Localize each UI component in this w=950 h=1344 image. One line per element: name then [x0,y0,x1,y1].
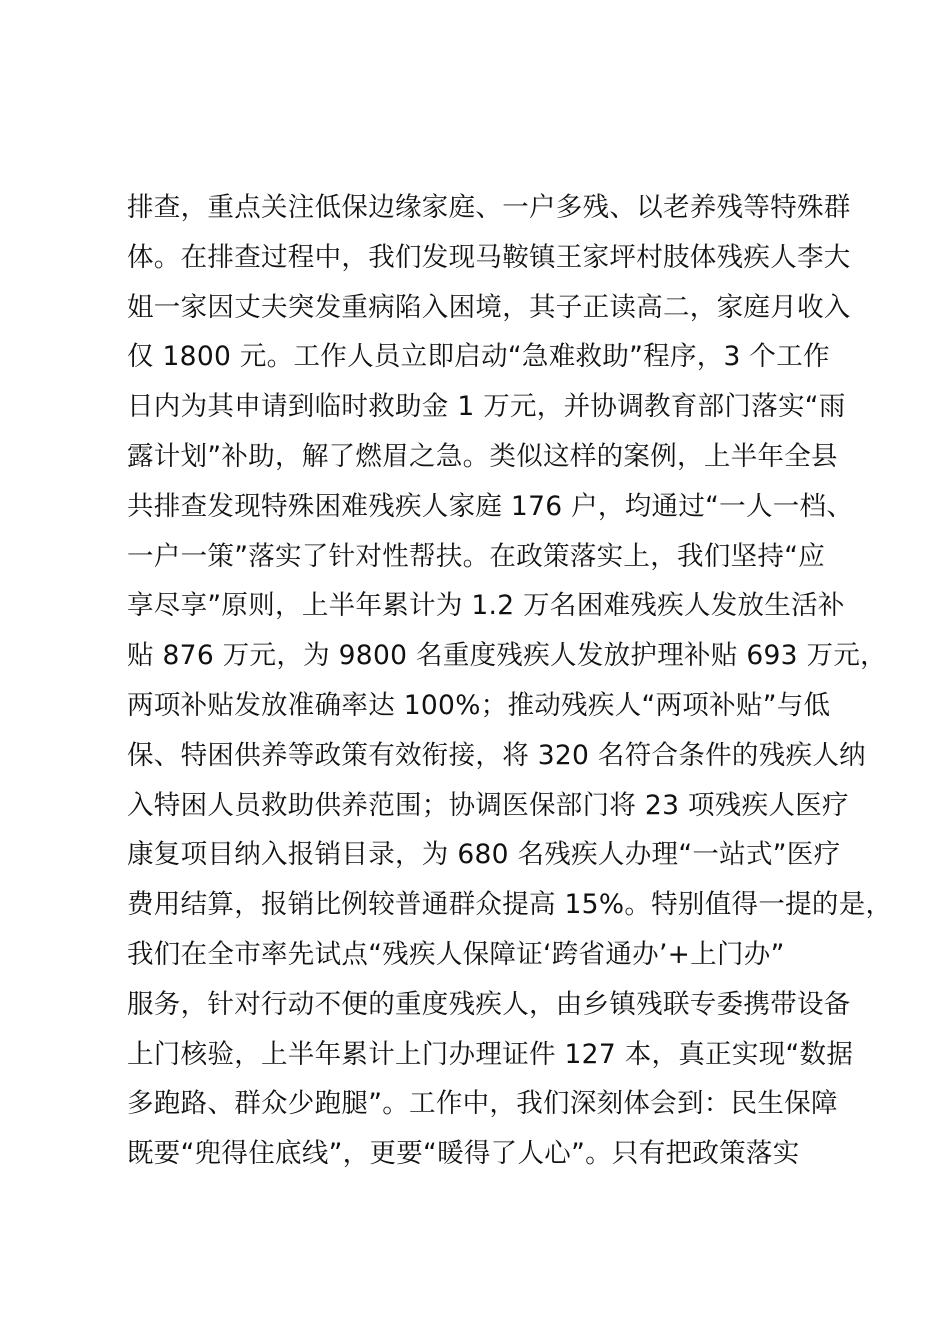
text-line: 共排查发现特殊困难残疾人家庭 176 户，均通过“一人一档、 [127,490,854,522]
body-paragraph [127,183,893,1179]
text-line: 两项补贴发放准确率达 100%；推动残疾人“两项补贴”与低 [127,689,831,721]
text-line: 多跑路、群众少跑腿”。工作中，我们深刻体会到：民生保障 [127,1088,838,1120]
text-line: 日内为其申请到临时救助金 1 万元，并协调教育部门落实“雨 [127,391,846,423]
text-line: 姐一家因丈夫突发重病陷入困境，其子正读高二，家庭月收入 [127,291,851,323]
text-line: 我们在全市率先试点“残疾人保障证‘跨省通办’+上门办” [127,938,785,970]
text-line: 贴 876 万元，为 9800 名重度残疾人发放护理补贴 693 万元， [127,640,887,672]
text-line: 排查，重点关注低保边缘家庭、一户多残、以老养残等特殊群 [127,192,851,223]
text-line: 费用结算，报销比例较普通群众提高 15%。特别值得一提的是， [127,889,893,921]
text-line: 既要“兜得住底线”，更要“暖得了人心”。只有把政策落实 [127,1138,800,1170]
text-line: 露计划”补助，解了燃眉之急。类似这样的案例，上半年全县 [127,440,838,472]
text-line: 康复项目纳入报销目录，为 680 名残疾人办理“一站式”医疗 [127,839,841,871]
text-line: 入特困人员救助供养范围；协调医保部门将 23 项残疾人医疗 [127,789,849,821]
text-line: 一户一策”落实了针对性帮扶。在政策落实上，我们坚持“应 [127,540,826,572]
text-line: 体。在排查过程中，我们发现马鞍镇王家坪村肢体残疾人李大 [127,241,851,273]
text-line: 仅 1800 元。工作人员立即启动“急难救助”程序，3 个工作 [127,341,830,373]
text-line: 享尽享”原则，上半年累计为 1.2 万名困难残疾人发放生活补 [127,590,845,622]
text-line: 上门核验，上半年累计上门办理证件 127 本，真正实现“数据 [127,1038,854,1070]
text-line: 服务，针对行动不便的重度残疾人，由乡镇残联专委携带设备 [127,988,851,1020]
text-line: 保、特困供养等政策有效衔接，将 320 名符合条件的残疾人纳 [127,739,866,771]
